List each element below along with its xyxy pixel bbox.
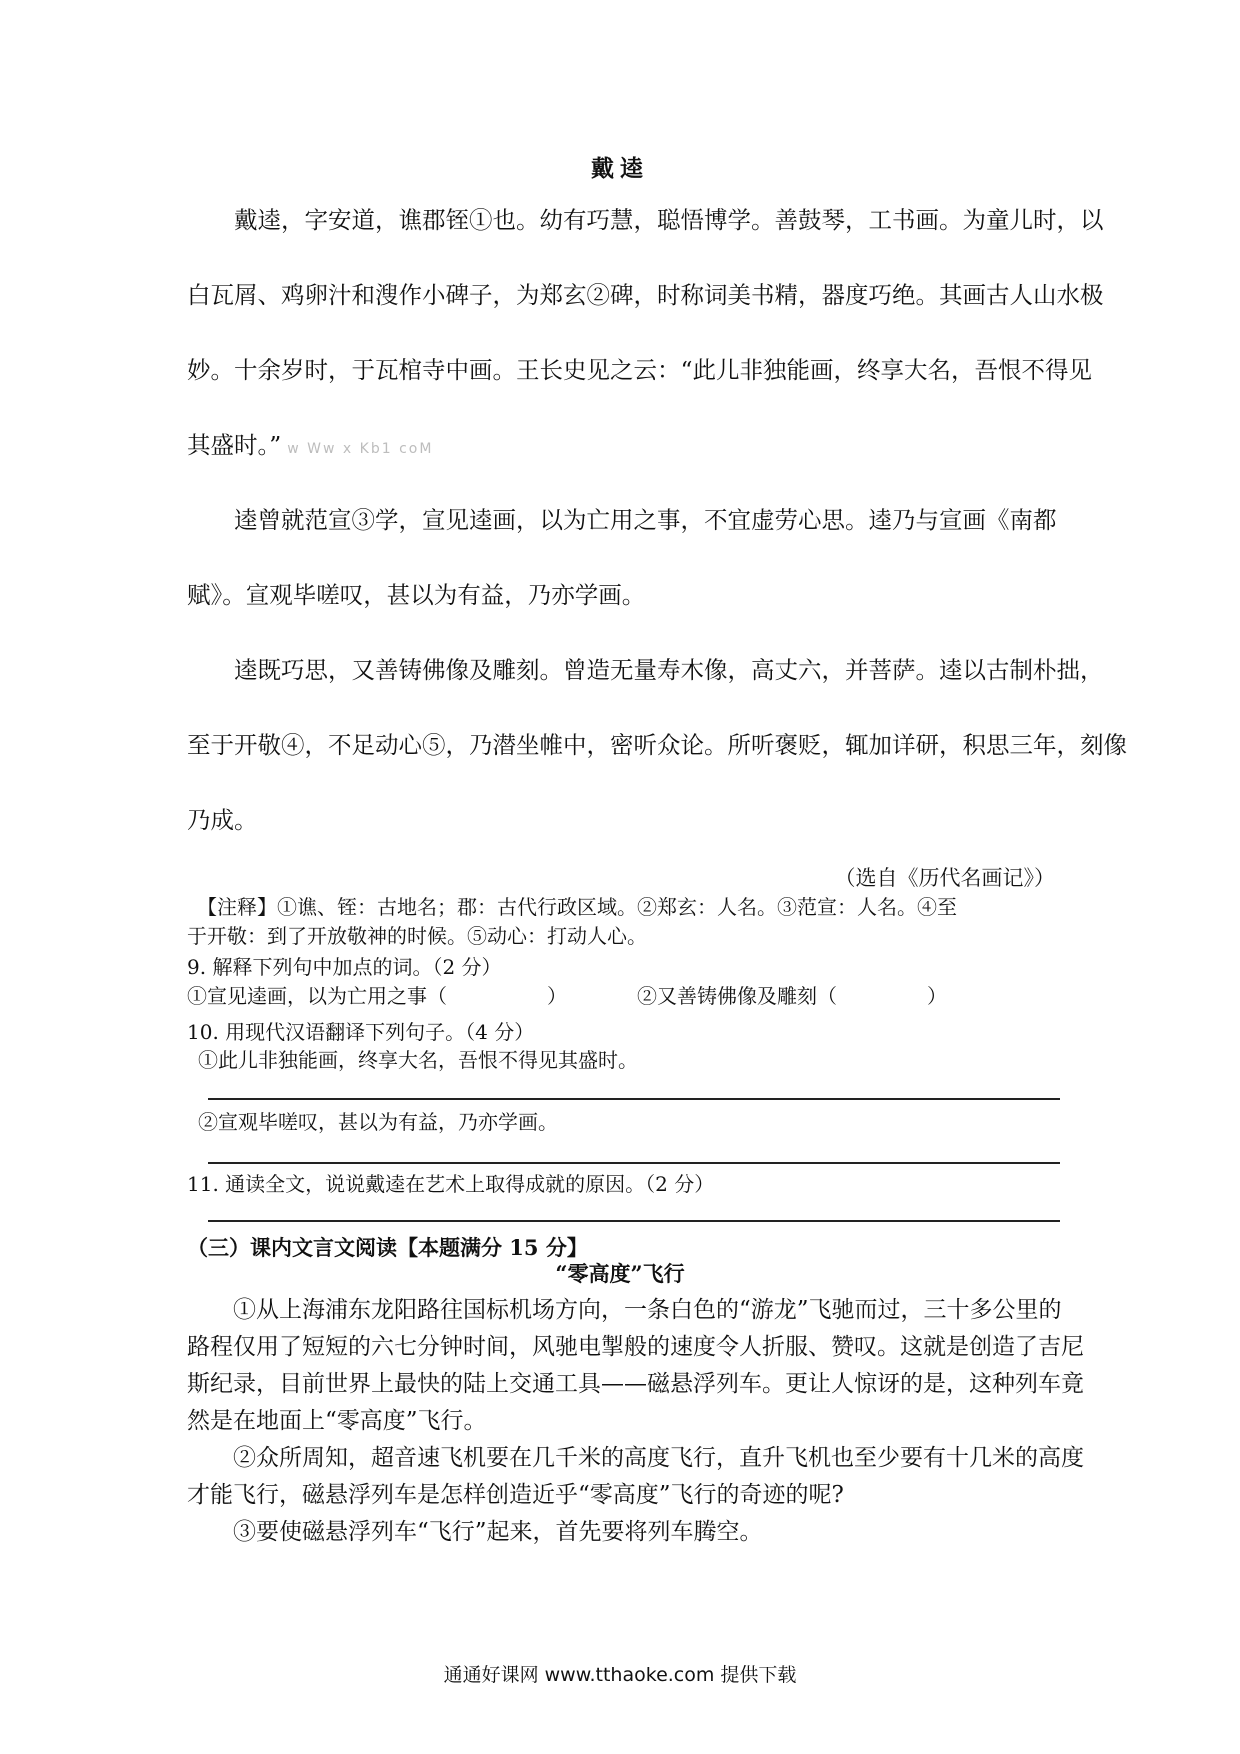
notes-line: 于开敬：到了开放敬神的时候。⑤动心：打动人心。: [187, 924, 647, 948]
passage-line: 至于开敬④，不足动心⑤，乃潜坐帷中，密听众论。所听褒贬，辄加详研，积思三年，刻像: [187, 731, 1127, 759]
passage-line-with-watermark: [187, 430, 1067, 464]
passage-line: 赋》。宣观毕嗟叹，甚以为有益，乃亦学画。: [187, 581, 646, 609]
question-9: 9. 解释下列句中加点的词。（2 分）: [187, 955, 502, 979]
passage-line: 其盛时。”: [187, 431, 282, 459]
section-line: 斯纪录，目前世界上最快的陆上交通工具——磁悬浮列车。更让人惊讶的是，这种列车竟: [187, 1371, 1084, 1397]
answer-line[interactable]: [208, 1220, 1060, 1222]
question-10a: ①此儿非独能画，终享大名，吾恨不得见其盛时。: [198, 1048, 638, 1072]
section-title: “零高度”飞行: [555, 1261, 685, 1286]
answer-line[interactable]: [208, 1098, 1060, 1100]
passage-line: 乃成。: [187, 806, 258, 834]
section-line: 然是在地面上“零高度”飞行。: [187, 1408, 487, 1434]
question-11: 11. 通读全文，说说戴逵在艺术上取得成就的原因。（2 分）: [187, 1172, 715, 1196]
question-9b: ②又善铸佛像及雕刻（: [637, 984, 837, 1008]
passage-line: 白瓦屑、鸡卵汁和溲作小碑子，为郑玄②碑，时称词美书精，器度巧绝。其画古人山水极: [187, 281, 1104, 309]
watermark: w Ww x Kb1 coM: [287, 441, 434, 457]
section-heading: （三）课内文言文阅读【本题满分 15 分】: [187, 1235, 588, 1260]
notes-line: 【注释】①谯、铚：古地名；郡：古代行政区域。②郑玄：人名。③范宣：人名。④至: [187, 895, 957, 919]
section-line: ①从上海浦东龙阳路往国标机场方向，一条白色的“游龙”飞驰而过，三十多公里的: [187, 1297, 1062, 1323]
question-9a: ①宣见逵画，以为亡用之事（: [187, 984, 447, 1008]
question-10: 10. 用现代汉语翻译下列句子。（4 分）: [187, 1020, 535, 1044]
question-10b: ②宣观毕嗟叹，甚以为有益，乃亦学画。: [198, 1110, 558, 1134]
passage-line: 逵既巧思，又善铸佛像及雕刻。曾造无量寿木像，高丈六，并菩萨。逵以古制朴拙，: [187, 656, 1104, 684]
passage-title: 戴逵: [591, 156, 649, 182]
source-citation: （选自《历代名画记》）: [834, 866, 1055, 890]
section-line: ③要使磁悬浮列车“飞行”起来，首先要将列车腾空。: [187, 1519, 763, 1545]
question-9-items: [187, 982, 947, 1010]
passage-line: 戴逵，字安道，谯郡铚①也。幼有巧慧，聪悟博学。善鼓琴，工书画。为童儿时，以: [187, 206, 1104, 234]
paren-close: ）: [547, 984, 567, 1008]
passage-line: 妙。十余岁时，于瓦棺寺中画。王长史见之云：“此儿非独能画，终享大名，吾恨不得见: [187, 356, 1093, 384]
passage-line: 逵曾就范宣③学，宣见逵画，以为亡用之事，不宜虚劳心思。逵乃与宣画《南都: [187, 506, 1057, 534]
section-line: 路程仅用了短短的六七分钟时间，风驰电掣般的速度令人折服、赞叹。这就是创造了吉尼: [187, 1334, 1084, 1360]
section-line: ②众所周知，超音速飞机要在几千米的高度飞行，直升飞机也至少要有十几米的高度: [187, 1445, 1084, 1471]
paren-close: ）: [927, 984, 947, 1008]
answer-line[interactable]: [208, 1162, 1060, 1164]
section-line: 才能飞行，磁悬浮列车是怎样创造近乎“零高度”飞行的奇迹的呢?: [187, 1482, 844, 1508]
footer-text: 通通好课网 www.tthaoke.com 提供下载: [443, 1664, 797, 1686]
